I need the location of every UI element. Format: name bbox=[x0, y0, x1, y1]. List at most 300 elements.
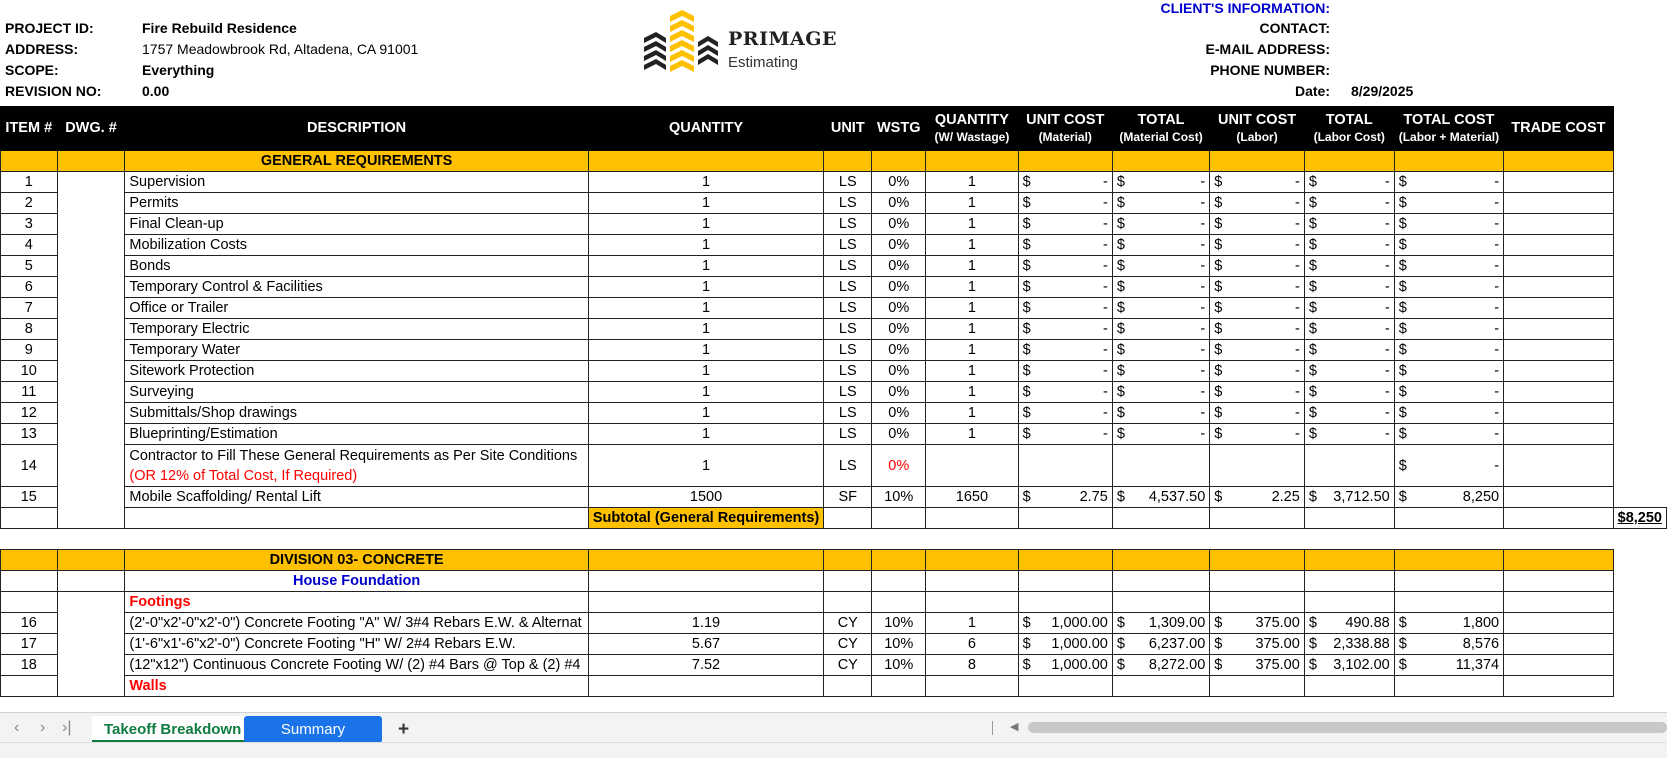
empty-cell[interactable] bbox=[1304, 676, 1394, 697]
total-material-cell[interactable] bbox=[1112, 634, 1209, 655]
empty-cell[interactable] bbox=[1210, 550, 1305, 571]
date-value[interactable]: 8/29/2025 bbox=[1351, 83, 1414, 99]
empty-cell[interactable] bbox=[926, 508, 1019, 529]
wastage-cell[interactable]: 0% bbox=[872, 424, 926, 445]
total-cost-cell[interactable] bbox=[1394, 382, 1503, 403]
empty-cell[interactable] bbox=[1210, 676, 1305, 697]
trade-cost-cell[interactable] bbox=[1504, 172, 1614, 193]
total-labor-cell[interactable] bbox=[1304, 487, 1394, 508]
unit-cost-material-cell[interactable] bbox=[1018, 256, 1112, 277]
column-header[interactable] bbox=[1394, 107, 1503, 151]
quantity-wastage-cell[interactable]: 1 bbox=[926, 361, 1019, 382]
empty-cell[interactable] bbox=[1112, 592, 1209, 613]
total-cost-cell[interactable] bbox=[1394, 319, 1503, 340]
item-number[interactable]: 9 bbox=[1, 340, 58, 361]
empty-cell[interactable] bbox=[1, 571, 58, 592]
unit-cost-material-cell[interactable] bbox=[1018, 634, 1112, 655]
description-cell[interactable]: (1'-6"x1'-6"x2'-0") Concrete Footing "H" W/ 2#4 Rebars E.W. bbox=[125, 634, 588, 655]
unit-cost-material-cell[interactable] bbox=[1018, 613, 1112, 634]
section-title[interactable]: DIVISION 03- CONCRETE bbox=[125, 550, 588, 571]
unit-cell[interactable]: LS bbox=[824, 214, 872, 235]
empty-cell[interactable] bbox=[1, 508, 58, 529]
total-labor-cell[interactable] bbox=[1304, 193, 1394, 214]
column-header[interactable] bbox=[125, 107, 588, 151]
trade-cost-cell[interactable] bbox=[1504, 298, 1614, 319]
unit-cost-material-cell[interactable] bbox=[1018, 487, 1112, 508]
total-cost-cell[interactable] bbox=[1394, 277, 1503, 298]
empty-cell[interactable] bbox=[926, 445, 1019, 487]
total-cost-cell[interactable] bbox=[1394, 340, 1503, 361]
wastage-cell[interactable]: 0% bbox=[872, 277, 926, 298]
quantity-cell[interactable]: 1 bbox=[588, 214, 823, 235]
total-cost-cell[interactable] bbox=[1394, 634, 1503, 655]
quantity-cell[interactable]: 1 bbox=[588, 256, 823, 277]
empty-cell[interactable] bbox=[1018, 571, 1112, 592]
empty-cell[interactable] bbox=[1304, 151, 1394, 172]
unit-cell[interactable]: LS bbox=[824, 424, 872, 445]
total-cost-cell[interactable] bbox=[1394, 214, 1503, 235]
unit-cost-material-cell[interactable] bbox=[1018, 193, 1112, 214]
empty-cell[interactable] bbox=[872, 676, 926, 697]
section-title[interactable]: GENERAL REQUIREMENTS bbox=[125, 151, 588, 172]
description-cell[interactable]: Sitework Protection bbox=[125, 361, 588, 382]
empty-cell[interactable] bbox=[1504, 676, 1614, 697]
empty-cell[interactable] bbox=[1018, 508, 1112, 529]
total-cost-cell[interactable] bbox=[1394, 193, 1503, 214]
column-header[interactable] bbox=[1210, 107, 1305, 151]
unit-cell[interactable]: LS bbox=[824, 235, 872, 256]
description-cell[interactable]: Mobilization Costs bbox=[125, 235, 588, 256]
item-number[interactable]: 18 bbox=[1, 655, 58, 676]
total-labor-cell[interactable] bbox=[1304, 655, 1394, 676]
trade-cost-cell[interactable] bbox=[1504, 214, 1614, 235]
unit-cell[interactable]: LS bbox=[824, 193, 872, 214]
column-header[interactable] bbox=[588, 107, 823, 151]
total-material-cell[interactable] bbox=[1112, 235, 1209, 256]
wastage-cell[interactable]: 10% bbox=[872, 634, 926, 655]
total-material-cell[interactable] bbox=[1112, 319, 1209, 340]
empty-cell[interactable] bbox=[57, 571, 125, 592]
unit-cost-labor-cell[interactable] bbox=[1210, 361, 1305, 382]
empty-cell[interactable] bbox=[57, 151, 125, 172]
empty-cell[interactable] bbox=[588, 550, 823, 571]
empty-cell[interactable] bbox=[872, 571, 926, 592]
unit-cost-labor-cell[interactable] bbox=[1210, 256, 1305, 277]
total-cost-cell[interactable] bbox=[1394, 361, 1503, 382]
description-cell[interactable] bbox=[125, 445, 588, 487]
description-cell[interactable]: Temporary Control & Facilities bbox=[125, 277, 588, 298]
trade-cost-cell[interactable] bbox=[1504, 193, 1614, 214]
total-material-cell[interactable] bbox=[1112, 382, 1209, 403]
item-number[interactable]: 5 bbox=[1, 256, 58, 277]
unit-cost-material-cell[interactable] bbox=[1018, 172, 1112, 193]
total-cost-cell[interactable] bbox=[1394, 403, 1503, 424]
column-header[interactable] bbox=[872, 107, 926, 151]
empty-cell[interactable] bbox=[1, 529, 1614, 550]
item-number[interactable]: 2 bbox=[1, 193, 58, 214]
tab-summary-details[interactable]: Summary bbox=[244, 716, 382, 743]
unit-cost-labor-cell[interactable] bbox=[1210, 298, 1305, 319]
empty-cell[interactable] bbox=[1210, 151, 1305, 172]
project-id-value[interactable]: Fire Rebuild Residence bbox=[142, 20, 297, 36]
horizontal-scrollbar[interactable] bbox=[1028, 722, 1667, 733]
empty-cell[interactable] bbox=[1112, 151, 1209, 172]
empty-cell[interactable] bbox=[588, 571, 823, 592]
trade-cost-cell[interactable] bbox=[1504, 403, 1614, 424]
empty-cell[interactable] bbox=[1018, 676, 1112, 697]
unit-cost-labor-cell[interactable] bbox=[1210, 172, 1305, 193]
group-title[interactable]: Footings bbox=[125, 592, 588, 613]
description-cell[interactable]: Blueprinting/Estimation bbox=[125, 424, 588, 445]
trade-cost-cell[interactable] bbox=[1504, 361, 1614, 382]
quantity-wastage-cell[interactable]: 1 bbox=[926, 256, 1019, 277]
unit-cost-labor-cell[interactable] bbox=[1210, 655, 1305, 676]
unit-cell[interactable]: LS bbox=[824, 340, 872, 361]
empty-cell[interactable] bbox=[1394, 571, 1503, 592]
total-material-cell[interactable] bbox=[1112, 340, 1209, 361]
group-title[interactable]: Walls bbox=[125, 676, 588, 697]
quantity-cell[interactable]: 1 bbox=[588, 172, 823, 193]
quantity-cell[interactable]: 1 bbox=[588, 403, 823, 424]
total-labor-cell[interactable] bbox=[1304, 340, 1394, 361]
last-sheet-icon[interactable]: ›| bbox=[62, 719, 72, 736]
quantity-cell[interactable]: 1 bbox=[588, 340, 823, 361]
column-header[interactable] bbox=[824, 107, 872, 151]
empty-cell[interactable] bbox=[926, 550, 1019, 571]
quantity-wastage-cell[interactable]: 1 bbox=[926, 235, 1019, 256]
unit-cell[interactable]: LS bbox=[824, 319, 872, 340]
description-cell[interactable]: Temporary Water bbox=[125, 340, 588, 361]
description-cell[interactable]: Temporary Electric bbox=[125, 319, 588, 340]
empty-cell[interactable] bbox=[1112, 445, 1209, 487]
wastage-cell[interactable]: 10% bbox=[872, 613, 926, 634]
dwg-cell[interactable] bbox=[57, 592, 125, 697]
trade-cost-cell[interactable] bbox=[1504, 340, 1614, 361]
unit-cost-material-cell[interactable] bbox=[1018, 361, 1112, 382]
trade-cost-cell[interactable] bbox=[1504, 487, 1614, 508]
dwg-cell[interactable] bbox=[57, 172, 125, 529]
total-cost-cell[interactable] bbox=[1394, 256, 1503, 277]
unit-cost-material-cell[interactable] bbox=[1018, 235, 1112, 256]
total-cost-cell[interactable] bbox=[1394, 655, 1503, 676]
empty-cell[interactable] bbox=[1112, 550, 1209, 571]
description-cell[interactable]: Permits bbox=[125, 193, 588, 214]
quantity-cell[interactable]: 1.19 bbox=[588, 613, 823, 634]
empty-cell[interactable] bbox=[926, 592, 1019, 613]
empty-cell[interactable] bbox=[1304, 571, 1394, 592]
unit-cell[interactable]: CY bbox=[824, 634, 872, 655]
wastage-cell[interactable]: 0% bbox=[872, 361, 926, 382]
quantity-cell[interactable]: 1 bbox=[588, 298, 823, 319]
next-sheet-icon[interactable]: › bbox=[40, 719, 46, 736]
quantity-wastage-cell[interactable]: 1 bbox=[926, 424, 1019, 445]
unit-cost-material-cell[interactable] bbox=[1018, 382, 1112, 403]
quantity-cell[interactable]: 1 bbox=[588, 235, 823, 256]
unit-cost-labor-cell[interactable] bbox=[1210, 382, 1305, 403]
empty-cell[interactable] bbox=[1210, 445, 1305, 487]
unit-cell[interactable]: LS bbox=[824, 256, 872, 277]
quantity-cell[interactable]: 1 bbox=[588, 277, 823, 298]
trade-cost-cell[interactable] bbox=[1504, 382, 1614, 403]
total-cost-cell[interactable] bbox=[1394, 172, 1503, 193]
scope-value[interactable]: Everything bbox=[142, 62, 215, 78]
description-cell[interactable]: Final Clean-up bbox=[125, 214, 588, 235]
empty-cell[interactable] bbox=[872, 550, 926, 571]
address-value[interactable]: 1757 Meadowbrook Rd, Altadena, CA 91001 bbox=[142, 41, 419, 57]
unit-cost-material-cell[interactable] bbox=[1018, 319, 1112, 340]
empty-cell[interactable] bbox=[1018, 550, 1112, 571]
empty-cell[interactable] bbox=[824, 592, 872, 613]
unit-cost-labor-cell[interactable] bbox=[1210, 424, 1305, 445]
unit-cell[interactable]: LS bbox=[824, 277, 872, 298]
unit-cost-labor-cell[interactable] bbox=[1210, 214, 1305, 235]
quantity-wastage-cell[interactable]: 1 bbox=[926, 340, 1019, 361]
item-number[interactable]: 3 bbox=[1, 214, 58, 235]
quantity-cell[interactable]: 1 bbox=[588, 382, 823, 403]
quantity-cell[interactable]: 5.67 bbox=[588, 634, 823, 655]
scroll-left-icon[interactable]: ◀ bbox=[1010, 721, 1019, 733]
qty-cell[interactable]: 1500 bbox=[588, 487, 823, 508]
total-labor-cell[interactable] bbox=[1304, 298, 1394, 319]
empty-cell[interactable] bbox=[588, 151, 823, 172]
total-cost-cell[interactable] bbox=[1394, 424, 1503, 445]
total-labor-cell[interactable] bbox=[1304, 424, 1394, 445]
quantity-wastage-cell[interactable]: 8 bbox=[926, 655, 1019, 676]
quantity-wastage-cell[interactable]: 6 bbox=[926, 634, 1019, 655]
total-material-cell[interactable] bbox=[1112, 256, 1209, 277]
description-cell[interactable]: Office or Trailer bbox=[125, 298, 588, 319]
unit-cost-labor-cell[interactable] bbox=[1210, 487, 1305, 508]
subtotal-label[interactable]: Subtotal (General Requirements) bbox=[588, 508, 823, 529]
description-cell[interactable]: Submittals/Shop drawings bbox=[125, 403, 588, 424]
wastage-cell[interactable]: 0% bbox=[872, 172, 926, 193]
total-cost-cell[interactable] bbox=[1394, 445, 1503, 487]
unit-cell[interactable]: LS bbox=[824, 403, 872, 424]
quantity-wastage-cell[interactable]: 1 bbox=[926, 298, 1019, 319]
subsection-title[interactable]: House Foundation bbox=[125, 571, 588, 592]
trade-cost-cell[interactable] bbox=[1504, 319, 1614, 340]
empty-cell[interactable] bbox=[1, 592, 58, 613]
empty-cell[interactable] bbox=[1394, 550, 1503, 571]
unit-cell[interactable]: LS bbox=[824, 382, 872, 403]
wastage-cell[interactable]: 0% bbox=[872, 445, 926, 487]
empty-cell[interactable] bbox=[1018, 151, 1112, 172]
total-material-cell[interactable] bbox=[1112, 277, 1209, 298]
empty-cell[interactable] bbox=[1504, 571, 1614, 592]
quantity-wastage-cell[interactable]: 1 bbox=[926, 277, 1019, 298]
empty-cell[interactable] bbox=[824, 571, 872, 592]
column-header[interactable] bbox=[1504, 107, 1614, 151]
empty-cell[interactable] bbox=[1018, 592, 1112, 613]
empty-cell[interactable] bbox=[1504, 592, 1614, 613]
item-number[interactable]: 14 bbox=[1, 445, 58, 487]
empty-cell[interactable] bbox=[1504, 550, 1614, 571]
total-material-cell[interactable] bbox=[1112, 298, 1209, 319]
trade-cost-cell[interactable] bbox=[1504, 424, 1614, 445]
add-sheet-button[interactable]: + bbox=[398, 719, 410, 740]
empty-cell[interactable] bbox=[1394, 508, 1503, 529]
description-cell[interactable]: Bonds bbox=[125, 256, 588, 277]
trade-cost-cell[interactable] bbox=[1504, 613, 1614, 634]
trade-cost-cell[interactable] bbox=[1504, 256, 1614, 277]
unit-cost-labor-cell[interactable] bbox=[1210, 613, 1305, 634]
description-cell[interactable]: Supervision bbox=[125, 172, 588, 193]
column-header[interactable] bbox=[926, 107, 1019, 151]
quantity-cell[interactable]: 1 bbox=[588, 319, 823, 340]
item-number[interactable]: 4 bbox=[1, 235, 58, 256]
total-cost-cell[interactable] bbox=[1394, 235, 1503, 256]
item-number[interactable]: 10 bbox=[1, 361, 58, 382]
total-labor-cell[interactable] bbox=[1304, 382, 1394, 403]
unit-cell[interactable]: CY bbox=[824, 655, 872, 676]
empty-cell[interactable] bbox=[1504, 151, 1614, 172]
empty-cell[interactable] bbox=[1304, 445, 1394, 487]
empty-cell[interactable] bbox=[588, 676, 823, 697]
unit-cell[interactable]: CY bbox=[824, 613, 872, 634]
empty-cell[interactable] bbox=[1304, 592, 1394, 613]
column-header[interactable] bbox=[1018, 107, 1112, 151]
unit-cost-material-cell[interactable] bbox=[1018, 277, 1112, 298]
total-labor-cell[interactable] bbox=[1304, 319, 1394, 340]
quantity-cell[interactable]: 1 bbox=[588, 193, 823, 214]
total-labor-cell[interactable] bbox=[1304, 172, 1394, 193]
wastage-cell[interactable]: 0% bbox=[872, 319, 926, 340]
empty-cell[interactable] bbox=[1, 151, 58, 172]
unit-cost-labor-cell[interactable] bbox=[1210, 634, 1305, 655]
quantity-wastage-cell[interactable]: 1 bbox=[926, 319, 1019, 340]
subtotal-value[interactable]: $8,250 bbox=[1613, 508, 1666, 529]
item-number[interactable]: 17 bbox=[1, 634, 58, 655]
unit-cost-material-cell[interactable] bbox=[1018, 214, 1112, 235]
unit-cost-labor-cell[interactable] bbox=[1210, 235, 1305, 256]
total-material-cell[interactable] bbox=[1112, 613, 1209, 634]
empty-cell[interactable] bbox=[872, 592, 926, 613]
empty-cell[interactable] bbox=[1394, 592, 1503, 613]
empty-cell[interactable] bbox=[1112, 571, 1209, 592]
unit-cost-labor-cell[interactable] bbox=[1210, 193, 1305, 214]
empty-cell[interactable] bbox=[824, 151, 872, 172]
item-number[interactable]: 12 bbox=[1, 403, 58, 424]
quantity-wastage-cell[interactable]: 1 bbox=[926, 382, 1019, 403]
total-cost-cell[interactable] bbox=[1394, 298, 1503, 319]
empty-cell[interactable] bbox=[1018, 445, 1112, 487]
empty-cell[interactable] bbox=[1504, 508, 1614, 529]
unit-cost-material-cell[interactable] bbox=[1018, 340, 1112, 361]
empty-cell[interactable] bbox=[1394, 151, 1503, 172]
quantity-wastage-cell[interactable]: 1 bbox=[926, 193, 1019, 214]
item-number[interactable]: 11 bbox=[1, 382, 58, 403]
total-labor-cell[interactable] bbox=[1304, 277, 1394, 298]
empty-cell[interactable] bbox=[824, 550, 872, 571]
wastage-cell[interactable]: 0% bbox=[872, 235, 926, 256]
total-labor-cell[interactable] bbox=[1304, 634, 1394, 655]
wastage-cell[interactable]: 0% bbox=[872, 214, 926, 235]
item-number[interactable]: 7 bbox=[1, 298, 58, 319]
unit-cost-labor-cell[interactable] bbox=[1210, 340, 1305, 361]
empty-cell[interactable] bbox=[1, 550, 58, 571]
quantity-cell[interactable]: 1 bbox=[588, 445, 823, 487]
quantity-wastage-cell[interactable]: 1 bbox=[926, 214, 1019, 235]
total-labor-cell[interactable] bbox=[1304, 403, 1394, 424]
empty-cell[interactable] bbox=[926, 151, 1019, 172]
trade-cost-cell[interactable] bbox=[1504, 655, 1614, 676]
total-material-cell[interactable] bbox=[1112, 403, 1209, 424]
wastage-cell[interactable]: 0% bbox=[872, 403, 926, 424]
description-cell[interactable]: (12"x12") Continuous Concrete Footing W/ (2) #4 Bars @ Top & (2) #4 bbox=[125, 655, 588, 676]
empty-cell[interactable] bbox=[57, 550, 125, 571]
total-material-cell[interactable] bbox=[1112, 487, 1209, 508]
empty-cell[interactable] bbox=[1112, 508, 1209, 529]
total-material-cell[interactable] bbox=[1112, 172, 1209, 193]
item-number[interactable]: 8 bbox=[1, 319, 58, 340]
description-cell[interactable]: Mobile Scaffolding/ Rental Lift bbox=[125, 487, 588, 508]
quantity-wastage-cell[interactable]: 1 bbox=[926, 172, 1019, 193]
unit-cell[interactable]: LS bbox=[824, 298, 872, 319]
description-cell[interactable]: (2'-0"x2'-0"x2'-0") Concrete Footing "A" W/ 3#4 Rebars E.W. & Alternat bbox=[125, 613, 588, 634]
unit-cost-material-cell[interactable] bbox=[1018, 655, 1112, 676]
unit-cell[interactable]: LS bbox=[824, 445, 872, 487]
total-labor-cell[interactable] bbox=[1304, 235, 1394, 256]
total-material-cell[interactable] bbox=[1112, 214, 1209, 235]
unit-cost-material-cell[interactable] bbox=[1018, 298, 1112, 319]
total-labor-cell[interactable] bbox=[1304, 361, 1394, 382]
empty-cell[interactable] bbox=[1210, 508, 1305, 529]
wastage-cell[interactable]: 0% bbox=[872, 256, 926, 277]
item-number[interactable]: 15 bbox=[1, 487, 58, 508]
empty-cell[interactable] bbox=[1210, 571, 1305, 592]
qtyw-cell[interactable]: 1650 bbox=[926, 487, 1019, 508]
unit-cost-labor-cell[interactable] bbox=[1210, 403, 1305, 424]
total-cost-cell[interactable] bbox=[1394, 487, 1503, 508]
column-header[interactable] bbox=[1, 107, 58, 151]
item-number[interactable]: 1 bbox=[1, 172, 58, 193]
wastage-cell[interactable]: 0% bbox=[872, 340, 926, 361]
description-cell[interactable]: Surveying bbox=[125, 382, 588, 403]
trade-cost-cell[interactable] bbox=[1504, 445, 1614, 487]
empty-cell[interactable] bbox=[1, 676, 58, 697]
unit-cell[interactable]: LS bbox=[824, 172, 872, 193]
unit-cell[interactable]: LS bbox=[824, 361, 872, 382]
quantity-wastage-cell[interactable]: 1 bbox=[926, 403, 1019, 424]
quantity-cell[interactable]: 1 bbox=[588, 424, 823, 445]
unit-cell[interactable]: SF bbox=[824, 487, 872, 508]
wastage-cell[interactable]: 10% bbox=[872, 655, 926, 676]
prev-sheet-icon[interactable]: ‹ bbox=[14, 719, 20, 736]
empty-cell[interactable] bbox=[926, 676, 1019, 697]
total-material-cell[interactable] bbox=[1112, 361, 1209, 382]
item-number[interactable]: 6 bbox=[1, 277, 58, 298]
quantity-cell[interactable]: 7.52 bbox=[588, 655, 823, 676]
wastage-cell[interactable]: 0% bbox=[872, 193, 926, 214]
total-labor-cell[interactable] bbox=[1304, 613, 1394, 634]
wastage-cell[interactable]: 0% bbox=[872, 298, 926, 319]
unit-cost-material-cell[interactable] bbox=[1018, 403, 1112, 424]
empty-cell[interactable] bbox=[872, 508, 926, 529]
column-header[interactable] bbox=[1112, 107, 1209, 151]
empty-cell[interactable] bbox=[125, 508, 588, 529]
tab-takeoff-breakdown[interactable]: Takeoff Breakdown bbox=[92, 716, 253, 743]
total-cost-cell[interactable] bbox=[1394, 613, 1503, 634]
wastage-cell[interactable]: 0% bbox=[872, 382, 926, 403]
total-labor-cell[interactable] bbox=[1304, 256, 1394, 277]
empty-cell[interactable] bbox=[926, 571, 1019, 592]
empty-cell[interactable] bbox=[1304, 550, 1394, 571]
trade-cost-cell[interactable] bbox=[1504, 277, 1614, 298]
quantity-wastage-cell[interactable]: 1 bbox=[926, 613, 1019, 634]
total-labor-cell[interactable] bbox=[1304, 214, 1394, 235]
item-number[interactable]: 13 bbox=[1, 424, 58, 445]
unit-cost-labor-cell[interactable] bbox=[1210, 319, 1305, 340]
